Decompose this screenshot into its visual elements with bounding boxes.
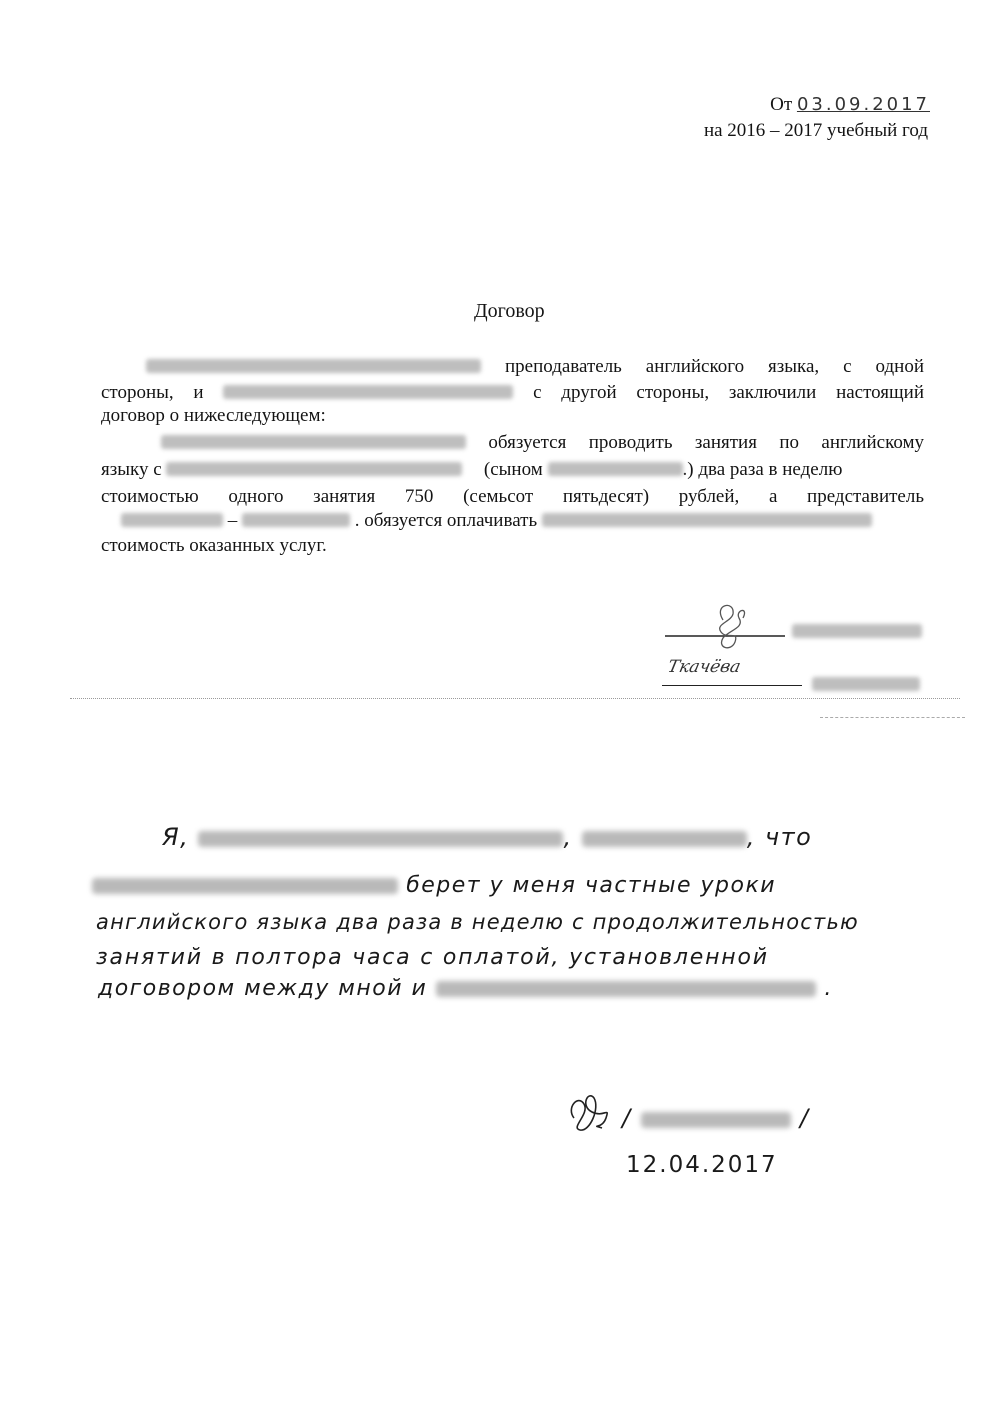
signature-2-wrap	[662, 655, 802, 689]
p1-line1: преподаватель английского языка, с одной	[101, 356, 924, 378]
p2-line1: обязуется проводить занятия по английскому	[101, 432, 924, 454]
redacted-name	[92, 878, 398, 894]
redacted-name	[121, 513, 223, 527]
redacted-name	[641, 1112, 791, 1128]
redacted-name	[161, 435, 466, 449]
handwritten-date: 12.04.2017	[626, 1152, 778, 1178]
school-year: на 2016 – 2017 учебный год	[703, 120, 928, 141]
redacted-name	[542, 513, 872, 527]
signature-3-caption: / /	[622, 1104, 810, 1132]
handwritten-line2: берет у меня частные уроки	[92, 873, 776, 898]
redacted-date	[582, 831, 747, 847]
handwritten-line1: Я, , , что	[162, 823, 813, 851]
signature-2: Ткачёва	[665, 657, 743, 677]
p1-line2: стороны, и с другой стороны, заключили настоящий	[101, 382, 925, 403]
redacted-name	[548, 462, 683, 476]
redacted-name	[436, 981, 816, 997]
redacted-name	[146, 359, 481, 373]
date-label: От	[770, 94, 793, 115]
redacted-name	[198, 831, 563, 847]
p2-line3: стоимостью одного занятия 750 (семьсот пятьдесят) рублей, а представитель	[101, 486, 924, 507]
redacted-name	[242, 513, 350, 527]
p2-line2: языку с (сыном .) два раза в неделю	[101, 459, 843, 480]
fold-line-right	[820, 717, 965, 718]
redacted-name	[223, 385, 513, 399]
handwritten-line4: занятий в полтора часа с оплатой, установленной	[96, 945, 769, 970]
p2-line4: – . обязуется оплачивать	[101, 510, 924, 532]
signature-3	[560, 1088, 620, 1138]
date-value: 03.09.2017	[796, 94, 930, 115]
date-line	[600, 94, 930, 116]
redacted-signer-1	[792, 624, 922, 638]
p2-line5: стоимость оказанных услуг.	[101, 535, 327, 556]
redacted-signer-2	[812, 677, 920, 691]
redacted-name	[166, 462, 462, 476]
p1-line3: договор о нижеследующем:	[101, 405, 326, 426]
fold-line	[70, 698, 960, 700]
document-title: Договор	[474, 300, 545, 322]
handwritten-line5: договором между мной и .	[98, 976, 833, 1001]
handwritten-line3: английского языка два раза в неделю с продолжительностью	[96, 910, 859, 934]
